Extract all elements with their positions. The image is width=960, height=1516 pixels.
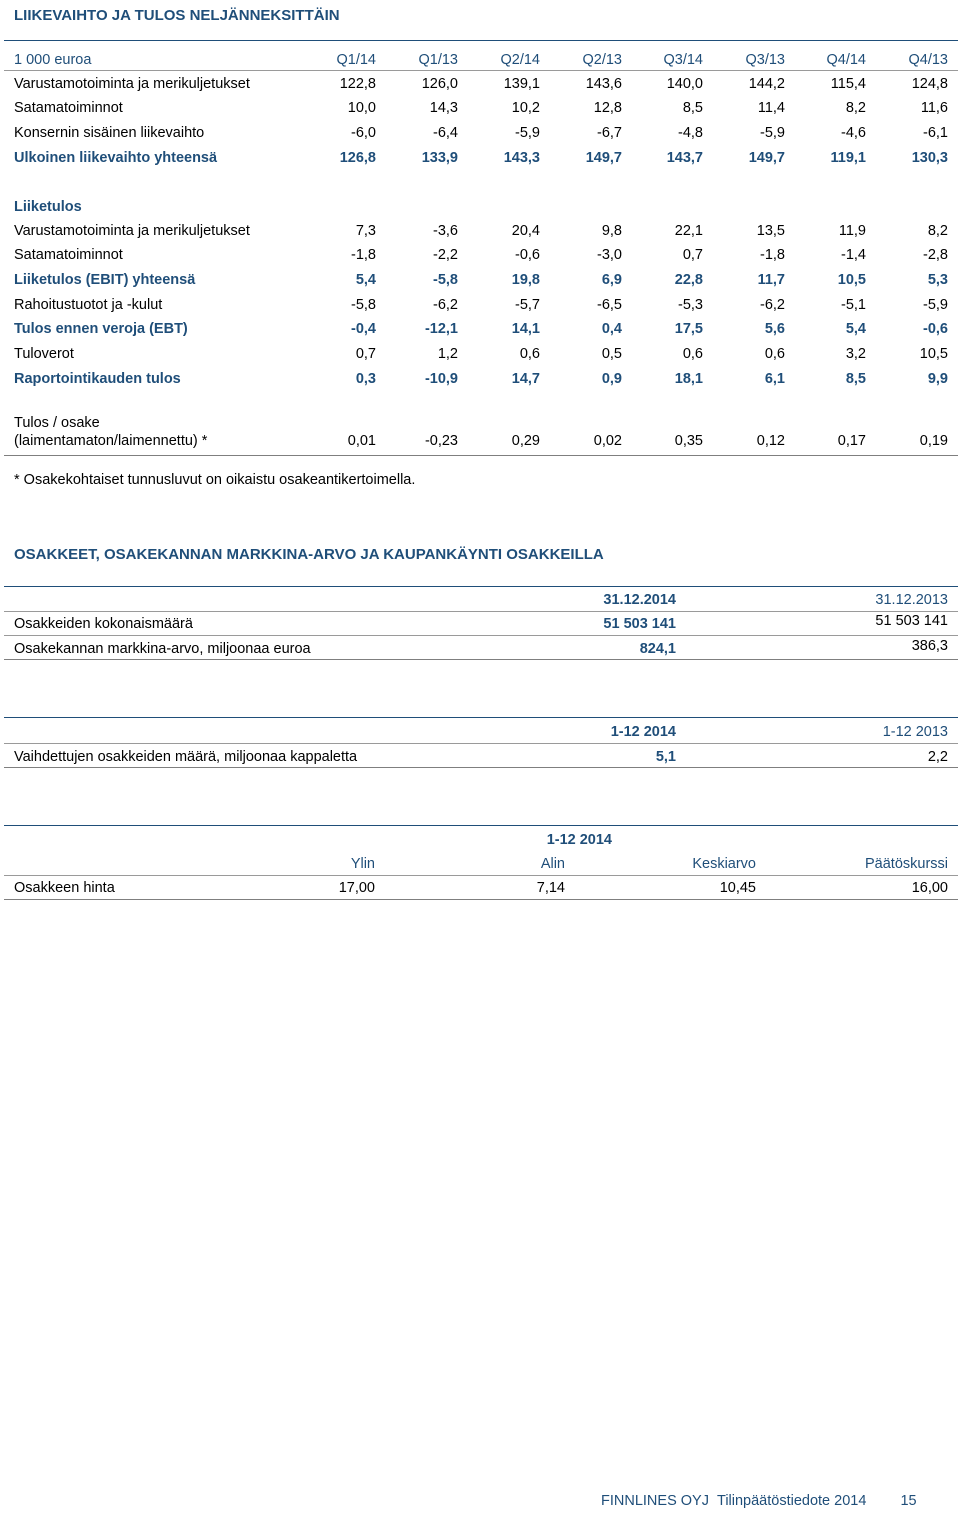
column-header: Keskiarvo	[692, 856, 756, 872]
footnote: * Osakekohtaiset tunnusluvut on oikaistu osakeantikertoimella.	[14, 472, 416, 488]
table-row	[0, 222, 960, 242]
table-cell: -6,2	[433, 297, 458, 313]
table-cell: 17,00	[338, 880, 375, 896]
divider	[4, 70, 958, 71]
table-cell: 124,8	[911, 76, 948, 92]
table-cell: 6,9	[601, 272, 622, 288]
table-cell: 0,01	[347, 433, 376, 449]
table-cell: 143,6	[585, 76, 622, 92]
table-row	[0, 99, 960, 119]
divider	[4, 40, 958, 41]
column-header: 31.12.2013	[875, 592, 948, 608]
table-cell: -12,1	[424, 321, 458, 337]
table-cell: 149,7	[585, 150, 622, 166]
row-label: Tulos ennen veroja (EBT)	[14, 321, 188, 337]
table-cell: 0,02	[593, 433, 622, 449]
table-cell: 8,2	[845, 100, 866, 116]
divider	[4, 825, 958, 826]
row-label: Liiketulos (EBIT) yhteensä	[14, 272, 196, 288]
table-cell: -5,7	[515, 297, 540, 313]
column-header: Alin	[540, 856, 565, 872]
table-cell: -1,8	[351, 247, 376, 263]
table-row	[0, 296, 960, 316]
table-cell: -6,7	[597, 125, 622, 141]
table-cell: 0,29	[511, 433, 540, 449]
row-label: Osakkeiden kokonaismäärä	[14, 616, 193, 632]
table-cell: -0,6	[923, 321, 948, 337]
column-header: Päätöskurssi	[864, 856, 948, 872]
table-cell: 144,2	[748, 76, 785, 92]
table-row-total	[0, 271, 960, 291]
table-cell: 149,7	[748, 150, 785, 166]
table-cell: 20,4	[511, 223, 540, 239]
quarterly-header-row	[0, 51, 960, 71]
table-cell: 13,5	[756, 223, 785, 239]
row-label: Raportointikauden tulos	[14, 371, 181, 387]
divider	[4, 455, 958, 456]
table-cell: 0,3	[355, 371, 376, 387]
table-cell: -0,6	[515, 247, 540, 263]
column-header: Q2/13	[582, 52, 622, 68]
table-cell: 2,2	[927, 749, 948, 765]
table-cell: 1,2	[437, 346, 458, 362]
table-cell: 126,0	[421, 76, 458, 92]
table-cell: 0,5	[601, 346, 622, 362]
row-label: Osakkeen hinta	[14, 880, 115, 896]
table-cell: 5,3	[927, 272, 948, 288]
table-cell: 10,2	[511, 100, 540, 116]
table-cell: 122,8	[339, 76, 376, 92]
table-row	[0, 640, 960, 660]
row-label: Satamatoiminnot	[14, 100, 123, 116]
table-cell: 19,8	[511, 272, 540, 288]
footer-document: Tilinpäätöstiedote 2014	[717, 1493, 867, 1509]
column-header: Q4/14	[826, 52, 866, 68]
table-row-total	[0, 370, 960, 390]
table-row-total	[0, 149, 960, 169]
table-cell: 22,8	[674, 272, 703, 288]
table-cell: -3,0	[597, 247, 622, 263]
divider	[4, 659, 958, 660]
table-row	[0, 748, 960, 768]
table-cell: 8,2	[927, 223, 948, 239]
column-header: Ylin	[350, 856, 375, 872]
divider	[4, 743, 958, 744]
table-cell: 0,17	[837, 433, 866, 449]
table-cell: 10,45	[719, 880, 756, 896]
table-cell: -5,1	[841, 297, 866, 313]
row-label: Varustamotoiminta ja merikuljetukset	[14, 223, 250, 239]
period-header: 1-12 2014	[546, 832, 612, 848]
table-cell: -5,9	[515, 125, 540, 141]
row-label: Varustamotoiminta ja merikuljetukset	[14, 76, 250, 92]
table-cell: 11,4	[757, 100, 785, 116]
table-cell: -1,4	[841, 247, 866, 263]
page-number: 15	[900, 1493, 917, 1509]
table-cell: 140,0	[666, 76, 703, 92]
row-label: Ulkoinen liikevaihto yhteensä	[14, 150, 218, 166]
table-cell: 12,8	[593, 100, 622, 116]
table-cell: 0,6	[764, 346, 785, 362]
table-cell: 0,35	[674, 433, 703, 449]
row-label: Satamatoiminnot	[14, 247, 123, 263]
table-cell: -5,8	[433, 272, 458, 288]
column-header: Q4/13	[908, 52, 948, 68]
quarterly-title: LIIKEVAIHTO JA TULOS NELJÄNNEKSITTÄIN	[14, 7, 340, 24]
table-row	[0, 345, 960, 365]
table-cell: 9,9	[927, 371, 948, 387]
table-row	[0, 75, 960, 95]
table-cell: 7,3	[355, 223, 376, 239]
table-cell: -6,0	[351, 125, 376, 141]
column-header: Q3/14	[663, 52, 703, 68]
table-row	[0, 246, 960, 266]
table-cell: 5,4	[845, 321, 866, 337]
table-cell: 143,3	[503, 150, 540, 166]
table-cell: 0,7	[682, 247, 703, 263]
row-label: Konsernin sisäinen liikevaihto	[14, 125, 205, 141]
table-cell: 0,6	[682, 346, 703, 362]
table-cell: 11,9	[838, 223, 866, 239]
column-header: Q1/14	[336, 52, 376, 68]
table-cell: 133,9	[421, 150, 458, 166]
row-label: Osakekannan markkina-arvo, miljoonaa euroa	[14, 641, 311, 657]
table-cell: -0,4	[351, 321, 376, 337]
table-cell: 0,4	[601, 321, 622, 337]
column-header: Q1/13	[418, 52, 458, 68]
eps-row	[0, 414, 960, 454]
row-label: Tuloverot	[14, 346, 74, 362]
table-cell: 10,5	[919, 346, 948, 362]
table-cell: 10,0	[347, 100, 376, 116]
table-cell: -0,23	[424, 433, 458, 449]
table-cell: -4,8	[678, 125, 703, 141]
table-cell: 6,1	[764, 371, 785, 387]
table-cell: 8,5	[845, 371, 866, 387]
table-cell: 9,8	[601, 223, 622, 239]
row-label: Rahoitustuotot ja -kulut	[14, 297, 163, 313]
table-cell: -5,9	[923, 297, 948, 313]
shares-title: OSAKKEET, OSAKEKANNAN MARKKINA-ARVO JA KAUPANKÄYNTI OSAKKEILLA	[14, 546, 604, 563]
table-cell: -5,8	[351, 297, 376, 313]
section-heading: Liiketulos	[14, 199, 82, 215]
table-cell: 824,1	[639, 641, 676, 657]
divider	[4, 899, 958, 900]
table-row	[0, 615, 960, 635]
table-cell: 11,7	[757, 272, 785, 288]
table-cell: 5,4	[355, 272, 376, 288]
table-cell: 0,19	[919, 433, 948, 449]
table-cell: 17,5	[674, 321, 703, 337]
table-cell: 51 503 141	[875, 613, 948, 629]
table-cell: 16,00	[911, 880, 948, 896]
table-cell: 5,1	[655, 749, 676, 765]
row-label: Tulos / osake	[14, 415, 100, 431]
table-cell: -3,6	[433, 223, 458, 239]
table-cell: 8,5	[682, 100, 703, 116]
row-label: (laimentamaton/laimennettu) *	[14, 433, 208, 449]
table-cell: -2,8	[923, 247, 948, 263]
divider	[4, 875, 958, 876]
table-row-total	[0, 320, 960, 340]
row-label: Vaihdettujen osakkeiden määrä, miljoonaa kappaletta	[14, 749, 358, 765]
column-header: 1-12 2014	[610, 724, 676, 740]
table-cell: 5,6	[764, 321, 785, 337]
divider	[4, 717, 958, 718]
table-cell: -6,5	[597, 297, 622, 313]
table-cell: -2,2	[433, 247, 458, 263]
table-cell: 0,7	[355, 346, 376, 362]
table-cell: 115,4	[830, 76, 866, 92]
table-cell: -5,3	[678, 297, 703, 313]
table-cell: 143,7	[666, 150, 703, 166]
column-header: Q2/14	[500, 52, 540, 68]
table-cell: 14,1	[511, 321, 540, 337]
column-header: 1-12 2013	[882, 724, 948, 740]
section-heading-row	[0, 198, 960, 218]
divider	[4, 767, 958, 768]
table-cell: 18,1	[674, 371, 703, 387]
table-cell: 386,3	[911, 638, 948, 654]
table-cell: 119,1	[830, 150, 866, 166]
table-cell: 11,6	[920, 100, 948, 116]
page-footer	[601, 1493, 917, 1509]
table-cell: -6,2	[760, 297, 785, 313]
divider	[4, 635, 958, 636]
table-cell: 10,5	[837, 272, 866, 288]
table-cell: -4,6	[841, 125, 866, 141]
table-cell: 22,1	[674, 223, 703, 239]
column-header: Q3/13	[745, 52, 785, 68]
unit-label: 1 000 euroa	[14, 52, 92, 68]
table-cell: -5,9	[760, 125, 785, 141]
divider	[4, 586, 958, 587]
table-cell: 139,1	[503, 76, 540, 92]
column-header: 31.12.2014	[603, 592, 676, 608]
table-cell: 51 503 141	[603, 616, 676, 632]
table-cell: 14,7	[511, 371, 540, 387]
table-cell: 0,6	[519, 346, 540, 362]
table-cell: 126,8	[339, 150, 376, 166]
table-cell: -6,1	[923, 125, 948, 141]
table-cell: -10,9	[424, 371, 458, 387]
footer-company: FINNLINES OYJ	[601, 1493, 709, 1509]
table-cell: 0,12	[756, 433, 785, 449]
table-cell: 3,2	[845, 346, 866, 362]
table-cell: 0,9	[601, 371, 622, 387]
price-header-row	[0, 855, 960, 875]
table-row	[0, 124, 960, 144]
table-cell: 130,3	[911, 150, 948, 166]
table-cell: 14,3	[429, 100, 458, 116]
table-cell: 7,14	[536, 880, 565, 896]
table-cell: -6,4	[433, 125, 458, 141]
table-cell: -1,8	[760, 247, 785, 263]
table-row	[0, 879, 960, 899]
